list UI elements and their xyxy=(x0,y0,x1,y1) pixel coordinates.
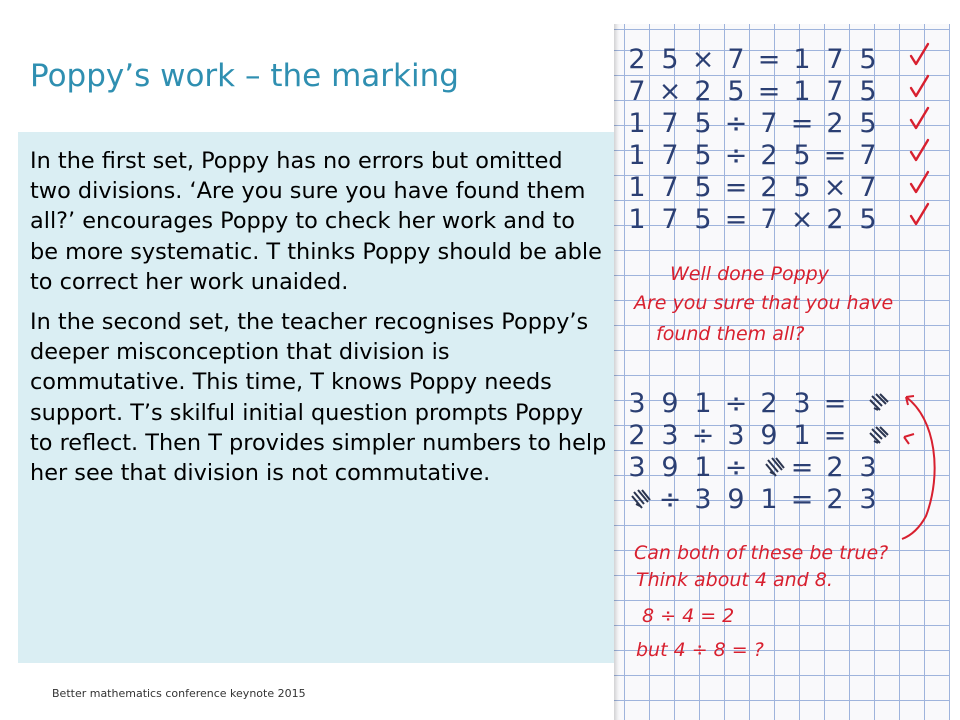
slide-title: Poppy’s work – the marking xyxy=(30,58,459,94)
equation-symbol: 3 xyxy=(628,452,646,483)
equation-symbol: 3 xyxy=(859,452,877,483)
equation-symbol: × xyxy=(823,172,847,203)
equation-symbol: 7 xyxy=(760,108,778,139)
equation-symbol: 5 xyxy=(859,108,877,139)
equation-symbol: 1 xyxy=(628,172,646,203)
comment-line: 8 ÷ 4 = 2 xyxy=(642,605,735,627)
equation-symbol: 7 xyxy=(826,44,844,75)
equation-symbol: ÷ xyxy=(724,452,748,483)
equation-symbol: 1 xyxy=(694,452,712,483)
comment-line: Can both of these be true? xyxy=(634,542,889,564)
tick-icon xyxy=(911,172,928,192)
first-set-ticks xyxy=(911,44,928,224)
equation-symbol: 5 xyxy=(793,140,811,171)
equation-symbol: 2 xyxy=(826,204,844,235)
equation-symbol: 5 xyxy=(793,172,811,203)
equation-symbol: 7 xyxy=(661,140,679,171)
equation-symbol: 3 xyxy=(859,484,877,515)
equation-symbol: 1 xyxy=(628,108,646,139)
equation-symbol: × xyxy=(790,204,814,235)
equation-symbol: 5 xyxy=(859,204,877,235)
equation-symbol: = xyxy=(790,484,814,515)
equation-symbol: = xyxy=(724,172,748,203)
equation-symbol: ÷ xyxy=(724,388,748,419)
equation-symbol: 2 xyxy=(760,388,778,419)
tick-icon xyxy=(911,204,928,224)
second-set-equations xyxy=(628,388,876,515)
equation-symbol: 1 xyxy=(694,388,712,419)
equation-symbol: 1 xyxy=(760,484,778,515)
first-set-equations xyxy=(628,44,876,235)
tick-icon xyxy=(911,108,928,128)
comment-line: found them all? xyxy=(656,323,805,345)
equation-symbol: ÷ xyxy=(691,420,715,451)
equation-symbol: 1 xyxy=(793,76,811,107)
equation-symbol: 1 xyxy=(628,204,646,235)
first-comment xyxy=(632,263,893,345)
tick-icon xyxy=(911,140,928,160)
equation-symbol: 5 xyxy=(694,204,712,235)
equation-symbol: = xyxy=(724,204,748,235)
comment-line: but 4 ÷ 8 = ? xyxy=(636,639,764,661)
equation-symbol: 7 xyxy=(826,76,844,107)
equation-symbol: ÷ xyxy=(724,108,748,139)
equation-symbol: 9 xyxy=(661,388,679,419)
footer-text: Better mathematics conference keynote 2015 xyxy=(52,687,306,700)
equation-symbol: = xyxy=(757,44,781,75)
equation-symbol: 7 xyxy=(628,76,646,107)
equation-symbol: = xyxy=(823,420,847,451)
equation-symbol: 7 xyxy=(661,172,679,203)
equation-symbol: = xyxy=(823,140,847,171)
equation-symbol: 7 xyxy=(859,172,877,203)
notebook-image xyxy=(614,24,950,720)
equation-symbol: 2 xyxy=(628,44,646,75)
equation-symbol: 3 xyxy=(694,484,712,515)
equation-symbol: 2 xyxy=(760,172,778,203)
comment-line: Well done Poppy xyxy=(670,263,829,285)
equation-symbol: 2 xyxy=(694,76,712,107)
equation-symbol: 9 xyxy=(661,452,679,483)
equation-symbol: 3 xyxy=(661,420,679,451)
equation-symbol: 3 xyxy=(628,388,646,419)
paragraph-first-set: In the first set, Poppy has no errors but omitted two divisions. ‘Are you sure you have found them all?’ encourages Poppy to check her work and to be more systematic. T thinks Poppy should be able to correct her work unaided. xyxy=(30,148,602,295)
equation-symbol: 1 xyxy=(628,140,646,171)
equation-symbol: ÷ xyxy=(724,140,748,171)
equation-symbol: 2 xyxy=(826,484,844,515)
equation-symbol: = xyxy=(790,108,814,139)
equation-symbol: 3 xyxy=(727,420,745,451)
equation-symbol: 7 xyxy=(760,204,778,235)
equation-symbol: 1 xyxy=(793,420,811,451)
equation-symbol: ÷ xyxy=(658,484,682,515)
equation-symbol: 5 xyxy=(694,108,712,139)
equation-symbol: 2 xyxy=(826,108,844,139)
equation-symbol: 7 xyxy=(727,44,745,75)
equation-symbol: 2 xyxy=(628,420,646,451)
tick-icon xyxy=(911,44,928,64)
equation-symbol: = xyxy=(790,452,814,483)
equation-symbol: 7 xyxy=(859,140,877,171)
equation-symbol: = xyxy=(757,76,781,107)
equation-symbol: 1 xyxy=(793,44,811,75)
equation-symbol: 9 xyxy=(727,484,745,515)
second-comment xyxy=(634,542,888,661)
equation-symbol: 3 xyxy=(793,388,811,419)
comment-line: Are you sure that you have xyxy=(634,292,894,314)
equation-symbol: 5 xyxy=(694,140,712,171)
equation-symbol: 9 xyxy=(760,420,778,451)
equation-symbol: 5 xyxy=(661,44,679,75)
equation-symbol: 2 xyxy=(760,140,778,171)
equation-symbol: 5 xyxy=(694,172,712,203)
equation-symbol: 5 xyxy=(859,44,877,75)
equation-symbol: 7 xyxy=(661,204,679,235)
equation-symbol: 7 xyxy=(661,108,679,139)
comment-line: Think about 4 and 8. xyxy=(636,569,833,591)
arrow-curve xyxy=(902,397,935,539)
equation-symbol: 5 xyxy=(727,76,745,107)
equation-symbol: × xyxy=(691,44,715,75)
equation-symbol: × xyxy=(658,76,682,107)
explanation-box xyxy=(18,132,615,663)
tick-icon xyxy=(911,76,928,96)
equation-symbol: = xyxy=(823,388,847,419)
paragraph-second-set: In the second set, the teacher recognises Poppy’s deeper misconception that division is commutative. This time, T knows Poppy needs support. T’s skilful initial question prompts Poppy to reflect. Then T provides simpler numbers to help her see that division is not commutative. xyxy=(30,309,607,487)
equation-symbol: 5 xyxy=(859,76,877,107)
equation-symbol: 2 xyxy=(826,452,844,483)
